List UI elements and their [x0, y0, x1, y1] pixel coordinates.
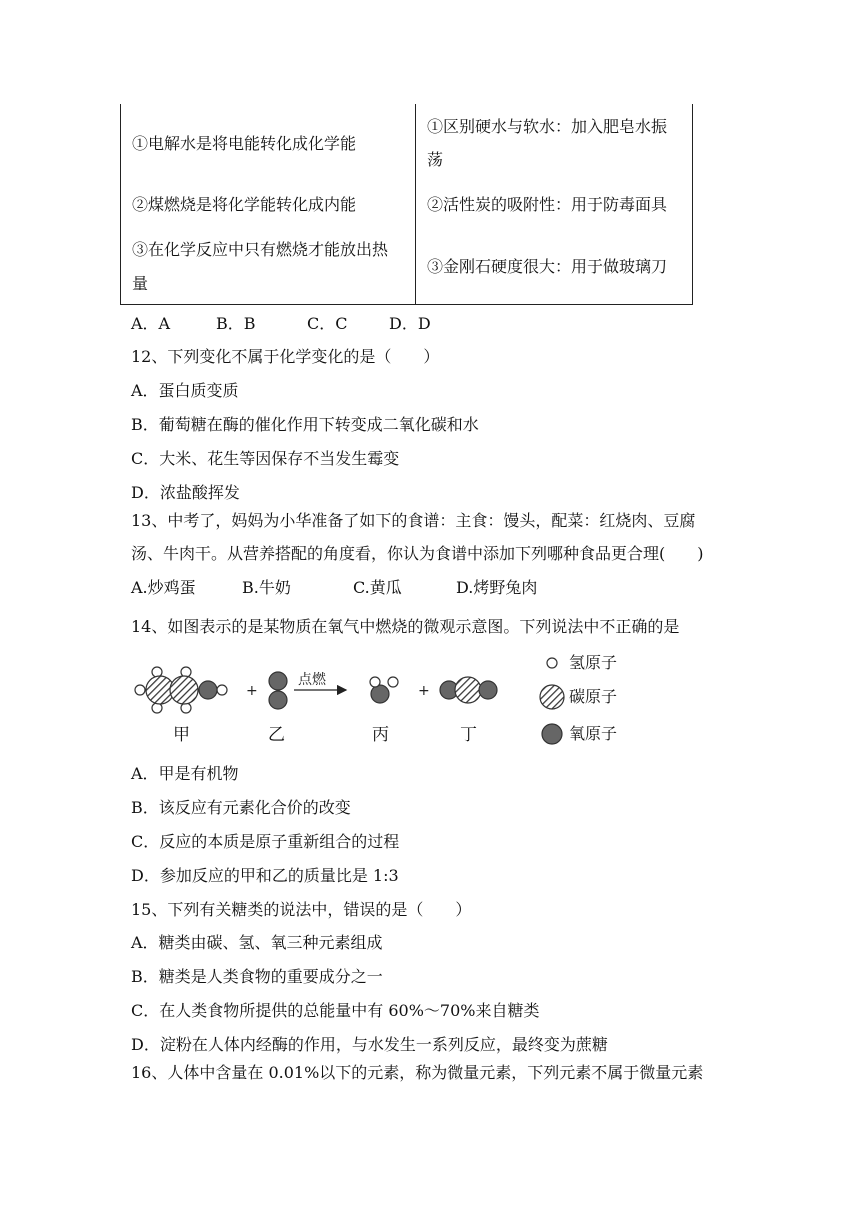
molecule-bing [370, 677, 398, 703]
q11-option-a: A．A [131, 314, 171, 333]
q12-option-b: B．葡萄糖在酶的催化作用下转变成二氧化碳和水 [131, 415, 479, 434]
molecule-jia [135, 667, 227, 713]
q13-option-b: B.牛奶 [242, 578, 291, 597]
q16-stem: 16、人体中含量在 0.01%以下的元素，称为微量元素，下列元素不属于微量元素 [131, 1063, 704, 1082]
q11-table [120, 104, 693, 305]
q11-option-d: D．D [389, 314, 431, 333]
q13-option-c: C.黄瓜 [353, 578, 402, 597]
q14-option-c: C．反应的本质是原子重新组合的过程 [131, 832, 400, 851]
q13-stem-line2: 汤、牛肉干。从营养搭配的角度看，你认为食谱中添加下列哪种食品更合理( ) [131, 544, 704, 563]
q11-option-b: B．B [216, 314, 256, 333]
q14-option-b: B．该反应有元素化合价的改变 [131, 798, 351, 817]
q12-option-c: C．大米、花生等因保存不当发生霉变 [131, 449, 400, 468]
legend-oxygen-symbol [542, 724, 562, 744]
molecule-ding [440, 677, 497, 703]
molecule-yi [269, 672, 287, 709]
q13-stem-line1: 13、中考了，妈妈为小华准备了如下的食谱：主食：馒头，配菜：红烧肉、豆腐 [131, 511, 696, 530]
table-left-border [120, 104, 121, 305]
table-right-border [692, 104, 693, 305]
q15-option-d: D．淀粉在人体内经酶的作用，与水发生一系列反应，最终变为蔗糖 [131, 1035, 608, 1054]
legend-carbon-label: 碳原子 [569, 687, 618, 706]
q15-option-c: C．在人类食物所提供的总能量中有 60%～70%来自糖类 [131, 1001, 540, 1020]
table-right-cell-2: ②活性炭的吸附性：用于防毒面具 [427, 195, 668, 214]
table-left-cell-3-cont: 量 [132, 274, 149, 293]
label-yi: 乙 [268, 725, 285, 745]
table-middle-border [415, 104, 416, 305]
table-right-cell-1-cont: 荡 [427, 150, 444, 169]
q14-option-a: A．甲是有机物 [131, 764, 239, 783]
q12-option-a: A．蛋白质变质 [131, 381, 239, 400]
table-right-cell-3: ③金刚石硬度很大：用于做玻璃刀 [427, 257, 668, 276]
label-bing: 丙 [372, 725, 389, 745]
legend-oxygen-label: 氧原子 [569, 724, 618, 743]
table-left-cell-2: ②煤燃烧是将化学能转化成内能 [132, 195, 357, 214]
legend-carbon-symbol [540, 685, 564, 709]
plus-sign-2: + [418, 683, 430, 699]
legend-hydrogen-label: 氢原子 [569, 653, 618, 672]
table-left-cell-1: ①电解水是将电能转化成化学能 [132, 134, 357, 153]
table-bottom-border [120, 304, 693, 305]
q13-option-a: A.炒鸡蛋 [131, 578, 196, 597]
ignite-label: 点燃 [298, 672, 326, 688]
q12-stem: 12、下列变化不属于化学变化的是（ ） [131, 347, 440, 366]
q15-option-b: B．糖类是人类食物的重要成分之一 [131, 967, 383, 986]
q14-option-d: D．参加反应的甲和乙的质量比是 1:3 [131, 866, 399, 885]
q14-stem: 14、如图表示的是某物质在氧气中燃烧的微观示意图。下列说法中不正确的是 [131, 617, 680, 636]
plus-sign-1: + [246, 683, 258, 699]
legend-hydrogen-symbol [547, 658, 557, 668]
q13-option-d: D.烤野兔肉 [456, 578, 538, 597]
q11-option-c: C．C [307, 314, 348, 333]
q12-option-d: D．浓盐酸挥发 [131, 483, 240, 502]
q15-option-a: A．糖类由碳、氢、氧三种元素组成 [131, 933, 383, 952]
label-jia: 甲 [173, 725, 190, 745]
q15-stem: 15、下列有关糖类的说法中，错误的是（ ） [131, 900, 472, 919]
table-left-cell-3: ③在化学反应中只有燃烧才能放出热 [132, 240, 389, 259]
table-right-cell-1: ①区别硬水与软水：加入肥皂水振 [427, 117, 668, 136]
label-ding: 丁 [460, 725, 477, 745]
